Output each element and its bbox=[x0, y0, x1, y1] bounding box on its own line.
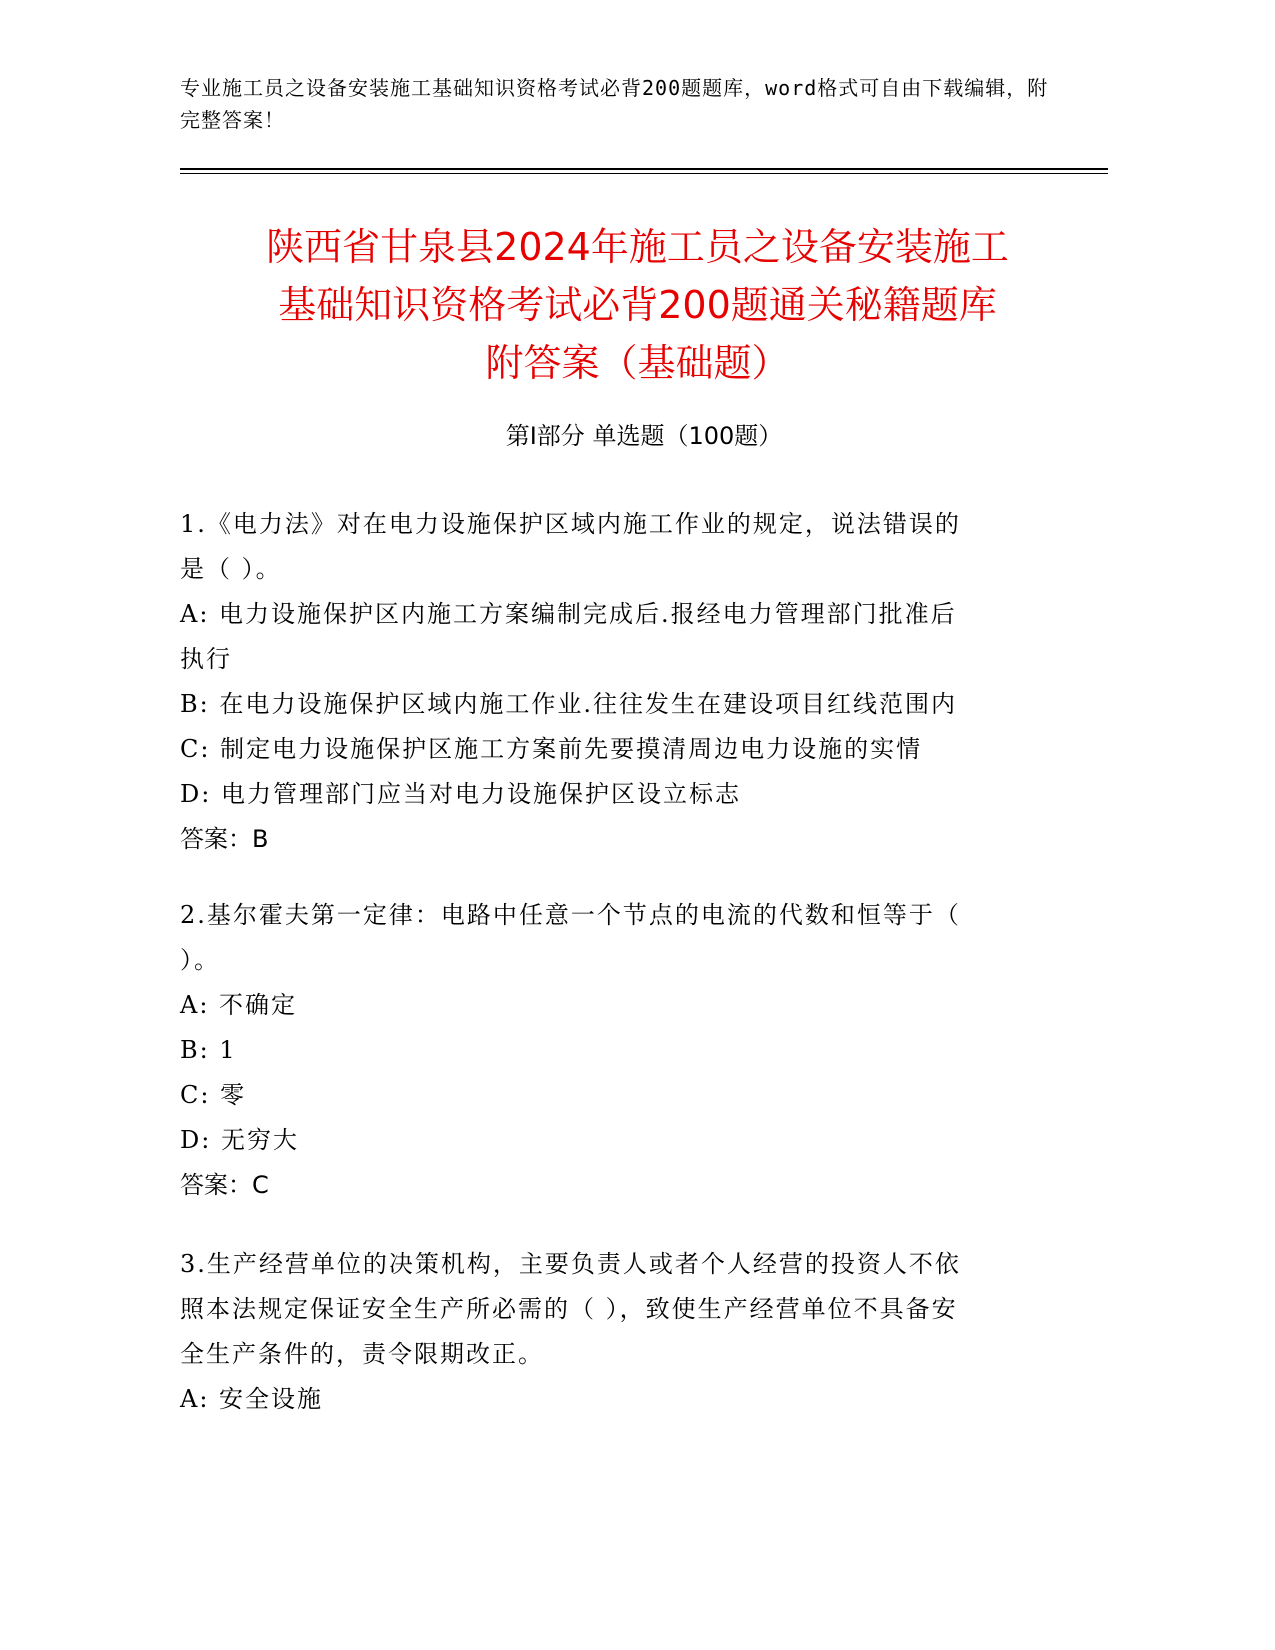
option-a: A: 安全设施 bbox=[180, 1385, 324, 1413]
question-stem: 2.基尔霍夫第一定律：电路中任意一个节点的电流的代数和恒等于（ bbox=[180, 901, 961, 929]
section-title: 第Ⅰ部分 单选题（100题） bbox=[505, 422, 783, 450]
question-1 bbox=[180, 502, 1040, 862]
answer-line: 答案：B bbox=[180, 825, 269, 853]
question-stem: 照本法规定保证安全生产所必需的（ ），致使生产经营单位不具备安 bbox=[180, 1295, 958, 1323]
header-divider-thin bbox=[180, 173, 1108, 174]
option-b: B: 1 bbox=[180, 1036, 237, 1064]
title-line-3: 附答案（基础题） bbox=[485, 341, 790, 385]
question-2 bbox=[180, 893, 1040, 1208]
question-stem: 1.《电力法》对在电力设施保护区域内施工作业的规定，说法错误的 bbox=[180, 510, 961, 538]
question-stem: 全生产条件的，责令限期改正。 bbox=[180, 1340, 544, 1368]
answer-line: 答案：C bbox=[180, 1171, 269, 1199]
question-stem: 是（ ）。 bbox=[180, 555, 282, 583]
option-c: C: 零 bbox=[180, 1081, 247, 1109]
question-stem: 3.生产经营单位的决策机构，主要负责人或者个人经营的投资人不依 bbox=[180, 1250, 961, 1278]
option-c: C: 制定电力设施保护区施工方案前先要摸清周边电力设施的实情 bbox=[180, 735, 923, 763]
document-title bbox=[150, 218, 1125, 392]
option-a: 执行 bbox=[180, 645, 232, 673]
option-a: A: 不确定 bbox=[180, 991, 298, 1019]
header-note: 专业施工员之设备安装施工基础知识资格考试必背200题题库，word格式可自由下载编辑，附完整答案！ bbox=[180, 76, 1049, 132]
option-a: A: 电力设施保护区内施工方案编制完成后.报经电力管理部门批准后 bbox=[180, 600, 957, 628]
option-b: B: 在电力设施保护区域内施工作业.往往发生在建设项目红线范围内 bbox=[180, 690, 957, 718]
question-3 bbox=[180, 1242, 1040, 1422]
title-line-2: 基础知识资格考试必背200题通关秘籍题库 bbox=[278, 283, 997, 327]
question-stem: ）。 bbox=[180, 946, 220, 974]
header-divider-thick bbox=[180, 168, 1108, 170]
option-d: D: 无穷大 bbox=[180, 1126, 299, 1154]
option-d: D: 电力管理部门应当对电力设施保护区设立标志 bbox=[180, 780, 741, 808]
title-line-1: 陕西省甘泉县2024年施工员之设备安装施工 bbox=[266, 225, 1009, 269]
